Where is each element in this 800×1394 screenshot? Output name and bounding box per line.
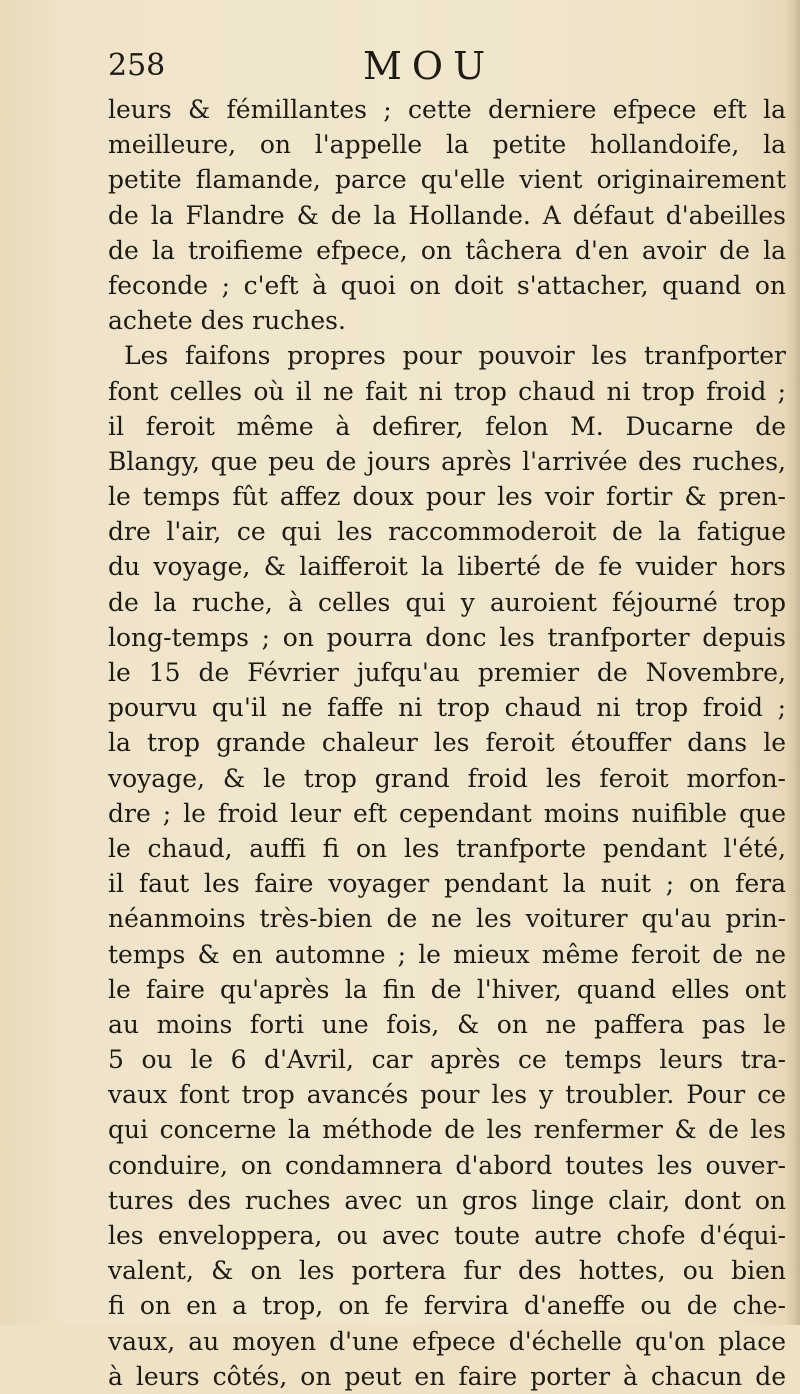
text-line: les enveloppera, ou avec toute autre chofe d'équi- [108,1221,786,1250]
page-edge-shadow [786,0,800,1325]
text-line: leurs & fémillantes ; cette derniere efpece eft la [108,95,786,124]
body-text [108,92,786,1394]
text-line: conduire, on condamnera d'abord toutes les ouver- [108,1150,786,1180]
text-line: dre l'air, ce qui les raccommoderoit de la fatigue [108,517,786,547]
text-line: Les faifons propres pour pouvoir les tranfporter [124,341,786,371]
text-line: de la Flandre & de la Hollande. A défaut d'abeilles [108,200,786,230]
text-line: le chaud, auffi fi on les tranfporte pendant l'été, [108,833,786,863]
running-head: MOU [363,44,496,88]
text-line: pourvu qu'il ne faffe ni trop chaud ni trop froid ; [108,693,786,723]
text-line: de la troifieme efpece, on tâchera d'en avoir de la [108,235,786,265]
text-line: la trop grande chaleur les feroit étouffer dans le [108,728,786,758]
text-line: petite flamande, parce qu'elle vient originairement [108,165,786,195]
text-line: valent, & on les portera fur des hottes, ou bien [108,1256,786,1286]
text-line: néanmoins très-bien de ne les voiturer qu'au prin- [108,904,786,934]
text-line: feconde ; c'eft à quoi on doit s'attacher, quand on [108,270,786,300]
text-line: le 15 de Février jufqu'au premier de Novembre, [108,658,786,687]
text-line: tures des ruches avec un gros linge clair, dont on [108,1185,786,1215]
text-line: dre ; le froid leur eft cependant moins nuifible que [108,798,786,828]
text-line: le temps fût affez doux pour les voir fortir & pren- [108,482,786,512]
text-line: il feroit même à defirer, felon M. Ducarne de [108,411,786,441]
page-header [108,30,788,90]
text-line: Blangy, que peu de jours après l'arrivée des ruches, [108,446,786,476]
text-line: fi on en a trop, on fe fervira d'aneffe ou de che- [108,1291,786,1321]
text-line: achete des ruches. [108,306,346,336]
text-line: font celles où il ne fait ni trop chaud ni trop froid ; [108,376,786,406]
text-line: voyage, & le trop grand froid les feroit morfon- [108,763,786,793]
text-line: qui concerne la méthode de les renfermer & de les [108,1115,786,1145]
text-line: au moins forti une fois, & on ne paffera pas le [108,1009,786,1039]
text-line: le faire qu'après la fin de l'hiver, quand elles ont [108,974,786,1004]
page-number: 258 [108,48,166,83]
text-line: du voyage, & laifferoit la liberté de fe vuider hors [108,552,786,582]
text-line: 5 ou le 6 d'Avril, car après ce temps leurs tra- [108,1045,786,1075]
text-line: à leurs côtés, on peut en faire porter à chacun de [108,1361,786,1391]
text-line: il faut les faire voyager pendant la nuit ; on fera [108,869,786,899]
text-line: vaux font trop avancés pour les y troubler. Pour ce [108,1080,786,1110]
text-line: long-temps ; on pourra donc les tranfporter depuis [108,622,786,652]
text-line: meilleure, on l'appelle la petite hollandoife, la [108,130,786,160]
text-line: vaux, au moyen d'une efpece d'échelle qu'on place [108,1326,786,1356]
text-line: temps & en automne ; le mieux même feroit de ne [108,939,786,969]
text-line: de la ruche, à celles qui y auroient féjourné trop [108,587,786,617]
